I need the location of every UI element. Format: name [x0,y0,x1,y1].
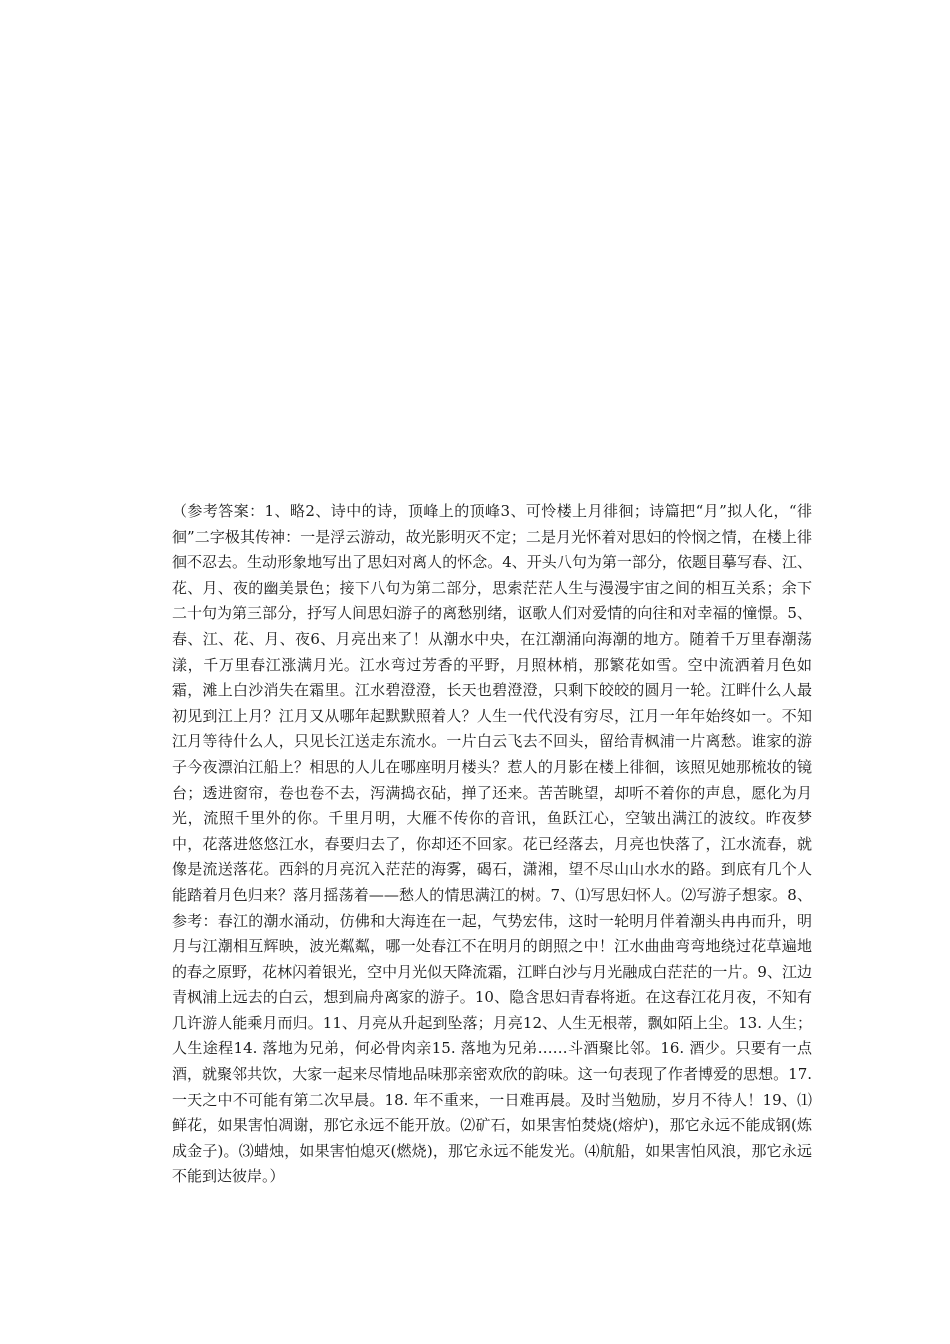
reference-answer-paragraph: （参考答案：1、略2、诗中的诗，顶峰上的顶峰3、可怜楼上月徘徊；诗篇把“月”拟人化，“徘徊”二字极其传神：一是浮云游动，故光影明灭不定；二是月光怀着对思妇的怜悯之情，在楼上徘徊不忍去。生动形象地写出了思妇对离人的怀念。4、开头八句为第一部分，依题目摹写春、江、花、月、夜的幽美景色；接下八句为第二部分，思索茫茫人生与漫漫宇宙之间的相互关系；余下二十句为第三部分，抒写人间思妇游子的离愁别绪，讴歌人们对爱情的向往和对幸福的憧憬。5、春、江、花、月、夜6、月亮出来了！从潮水中央，在江潮涌向海潮的地方。随着千万里春潮荡漾，千万里春江涨满月光。江水弯过芳香的平野，月照林梢，那繁花如雪。空中流洒着月色如霜，滩上白沙消失在霜里。江水碧澄澄，长天也碧澄澄，只剩下皎皎的圆月一轮。江畔什么人最初见到江上月？江月又从哪年起默默照着人？人生一代代没有穷尽，江月一年年始终如一。不知江月等待什么人，只见长江送走东流水。一片白云飞去不回头，留给青枫浦一片离愁。谁家的游子今夜漂泊江船上？相思的人儿在哪座明月楼头？惹人的月影在楼上徘徊，该照见她那梳妆的镜台；透进窗帘，卷也卷不去，泻满捣衣砧，掸了还来。苦苦眺望，却听不着你的声息，愿化为月光，流照千里外的你。千里月明，大雁不传你的音讯，鱼跃江心，空皱出满江的波纹。昨夜梦中，花落进悠悠江水，春要归去了，你却还不回家。花已经落去，月亮也快落了，江水流春，就像是流送落花。西斜的月亮沉入茫茫的海雾，碣石，潇湘，望不尽山山水水的路。到底有几个人能踏着月色归来？落月摇荡着——愁人的情思满江的树。7、⑴写思妇怀人。⑵写游子想家。8、参考：春江的潮水涌动，仿佛和大海连在一起，气势宏伟，这时一轮明月伴着潮头冉冉而升，明月与江潮相互辉映，波光粼粼，哪一处春江不在明月的朗照之中！江水曲曲弯弯地绕过花草遍地的春之原野，花林闪着银光，空中月光似天降流霜，江畔白沙与月光融成白茫茫的一片。9、江边青枫浦上远去的白云，想到扁舟离家的游子。10、隐含思妇青春将逝。在这春江花月夜，不知有几许游人能乘月而归。11、月亮从升起到坠落；月亮12、人生无根蒂，飘如陌上尘。13. 人生；人生途程14. 落地为兄弟，何必骨肉亲15. 落地为兄弟……斗酒聚比邻。16. 酒少。只要有一点酒，就聚邻共饮，大家一起来尽情地品味那亲密欢欣的韵味。这一句表现了作者博爱的思想。17. 一天之中不可能有第二次早晨。18. 年不重来，一日难再晨。及时当勉励，岁月不待人！19、⑴鲜花，如果害怕凋谢，那它永远不能开放。⑵矿石，如果害怕焚烧(熔炉)，那它永远不能成钢(炼成金子)。⑶蜡烛，如果害怕熄灭(燃烧)，那它永远不能发光。⑷航船，如果害怕风浪，那它永远不能到达彼岸。） [172,502,812,1186]
